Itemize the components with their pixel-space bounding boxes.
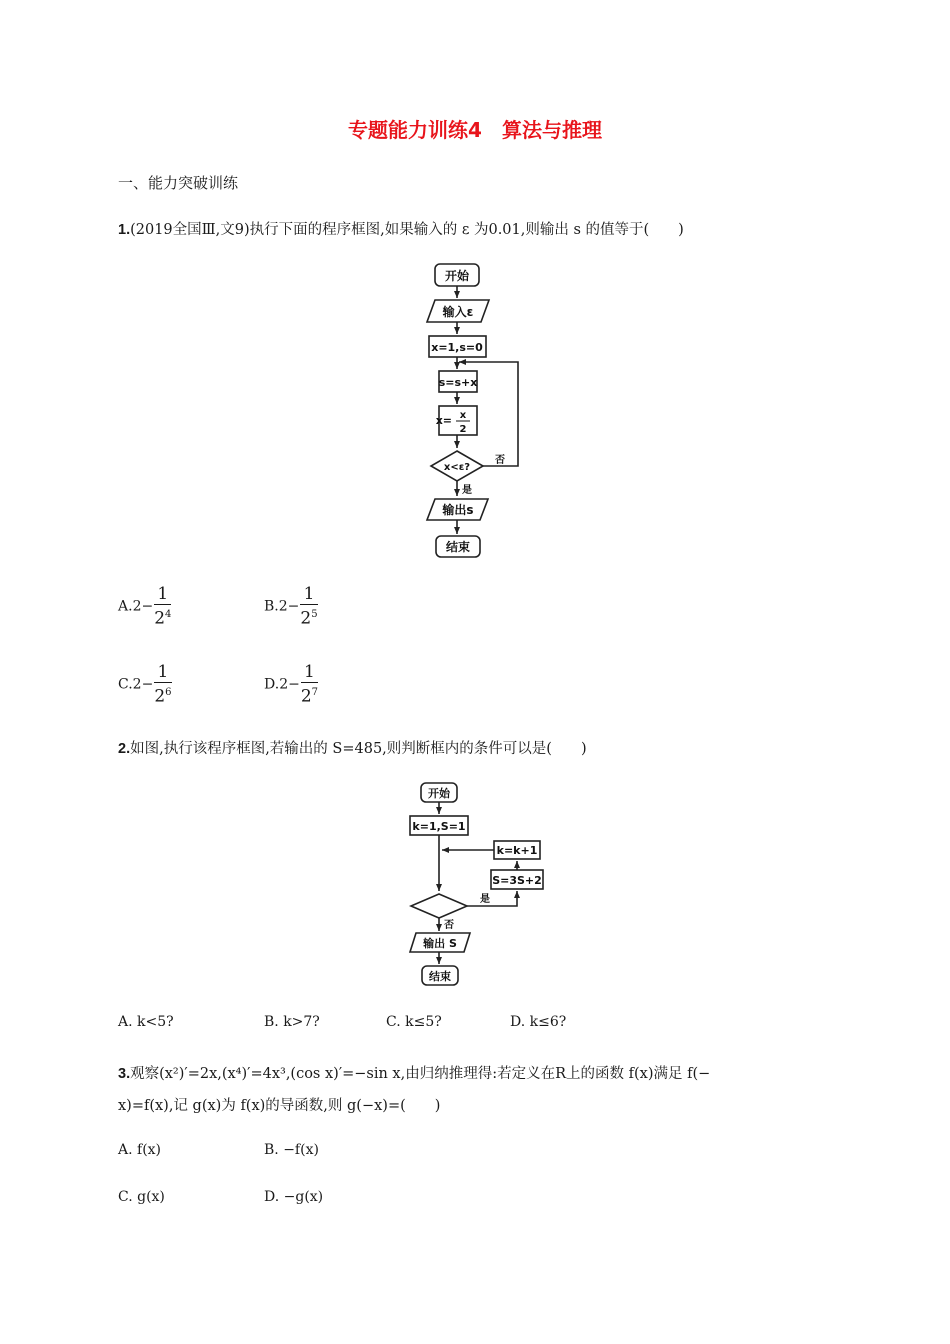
flow1-end-label: 结束	[445, 540, 471, 554]
flow1-decision-label: x<ε?	[443, 462, 471, 473]
flow1-halve-num: x	[459, 410, 467, 421]
flow1-halve-lhs: x=	[435, 414, 452, 427]
flow2-no-label: 否	[444, 920, 454, 931]
question-text: (2019全国Ⅲ,文9)执行下面的程序框图,如果输入的 ε 为0.01,则输出 s 的值等于( )	[130, 222, 684, 238]
flow1-sum-label: s=s+x	[438, 376, 478, 389]
option-3d: D. −g(x)	[264, 1189, 324, 1205]
flow2-decision-diamond	[411, 894, 467, 918]
flow1-no-label: 否	[495, 455, 505, 466]
question-text: 观察(x²)′=2x,(x⁴)′=4x³,(cos x)′=−sin x,由归纳推理得:若定义在R上的函数 f(x)满足 f(−	[130, 1066, 711, 1082]
question-number: 2.	[118, 741, 131, 757]
option-2d: D. k≤6?	[510, 1014, 567, 1030]
option-3b: B. −f(x)	[264, 1142, 319, 1158]
option-2b: B. k>7?	[264, 1014, 320, 1030]
flow2-start-label: 开始	[428, 787, 450, 800]
question-number: 3.	[118, 1066, 131, 1082]
section-heading: 一、能力突破训练	[118, 174, 239, 192]
flow1-halve-den: 2	[459, 424, 467, 435]
question-3-line1	[118, 1062, 710, 1083]
option-2c: C. k≤5?	[386, 1014, 442, 1030]
question-3-line2: x)=f(x),记 g(x)为 f(x)的导函数,则 g(−x)=( )	[118, 1098, 441, 1114]
flow2-init-label: k=1,S=1	[412, 820, 466, 833]
flow1-input-label: 输入ε	[442, 305, 474, 319]
flow2-yes-label: 是	[480, 894, 490, 905]
flow2-inc-label: k=k+1	[496, 844, 538, 857]
page-title: 专题能力训练4 算法与推理	[348, 118, 602, 142]
question-text: 如图,执行该程序框图,若输出的 S=485,则判断框内的条件可以是( )	[130, 741, 587, 757]
option-1c: C.2− $\frac{1}{2^6}$	[118, 662, 172, 707]
option-3c: C. g(x)	[118, 1189, 165, 1205]
option-1b: B.2− $\frac{1}{2^5}$	[264, 584, 318, 629]
option-3a: A. f(x)	[118, 1142, 162, 1158]
flow2-output-label: 输出 S	[423, 937, 457, 950]
flow2-update-label: S=3S+2	[492, 874, 542, 887]
flow1-init-label: x=1,s=0	[431, 341, 483, 354]
flow1-yes-label: 是	[462, 485, 472, 496]
flow1-output-label: 输出s	[442, 503, 474, 517]
flow2-end-label: 结束	[429, 970, 451, 983]
option-1a: A.2− $\frac{1}{2^4}$	[118, 584, 172, 629]
option-2a: A. k<5?	[118, 1014, 174, 1030]
option-1d: D.2− $\frac{1}{2^7}$	[264, 662, 319, 707]
flow1-start-label: 开始	[444, 269, 470, 283]
question-number: 1.	[118, 222, 131, 238]
